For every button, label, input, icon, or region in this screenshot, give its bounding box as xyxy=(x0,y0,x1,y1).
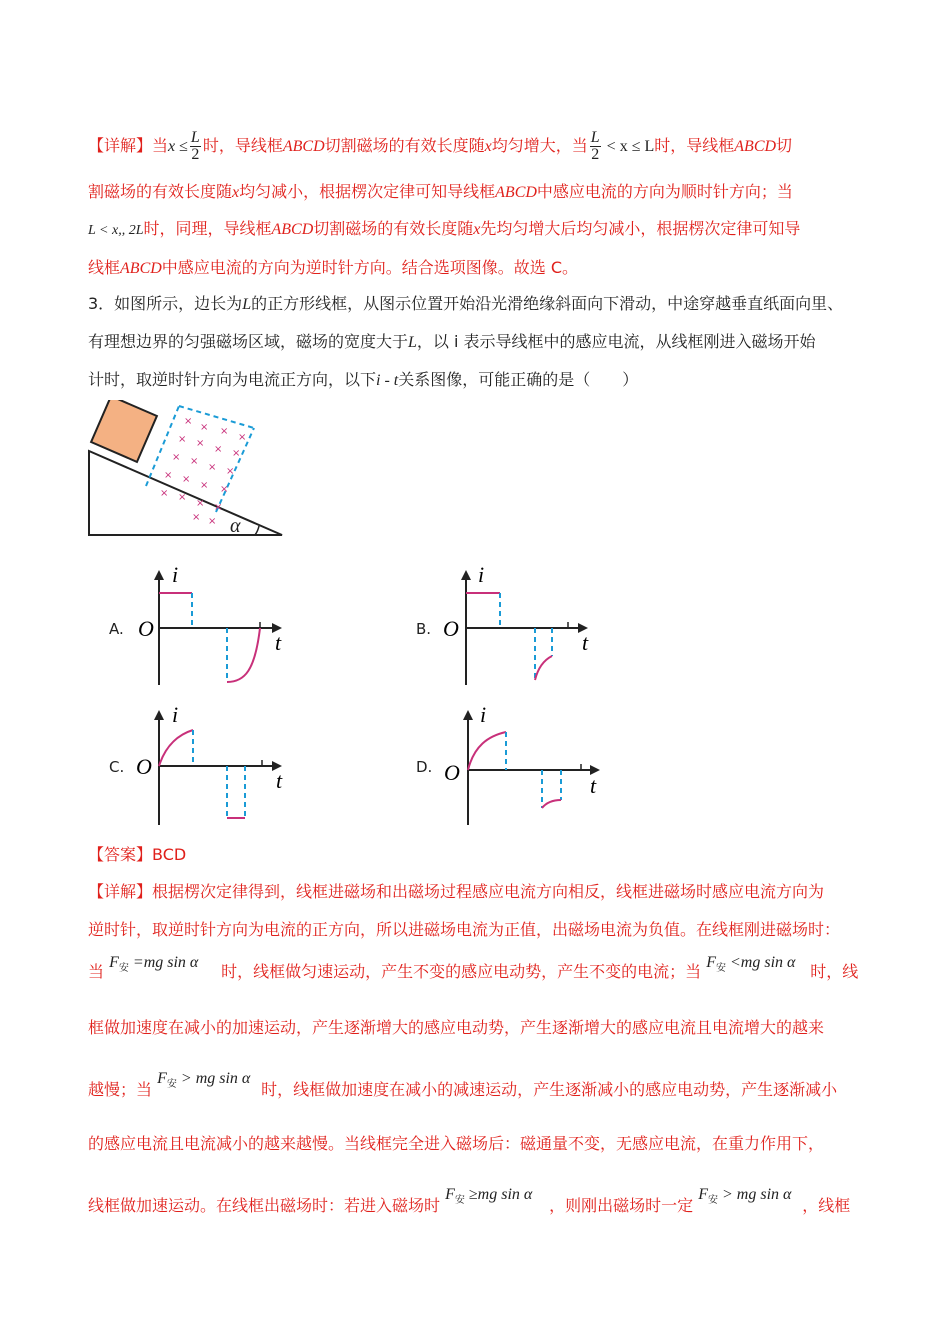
detail2-line-4: 框做加速度在减小的加速运动，产生逐渐增大的感应电动势，产生逐渐增大的感应电流且电流增大的越来 xyxy=(88,1018,825,1037)
angle-label: α xyxy=(230,515,241,537)
question-line-3: 计时，取逆时针方向为电流正方向，以下i - t关系图像，可能正确的是（ ） xyxy=(88,370,639,389)
svg-text:i: i xyxy=(478,562,485,587)
option-d-label[interactable]: D. xyxy=(416,758,433,776)
svg-text:i: i xyxy=(172,702,179,727)
fraction-L-over-2: $\frac{L}{2}$ xyxy=(190,129,200,163)
square-frame xyxy=(91,400,157,462)
field-cross-mark: × xyxy=(178,434,187,445)
field-cross-mark: × xyxy=(178,492,187,503)
detail2-line-1: 【详解】根据楞次定律得到，线框进磁场和出磁场过程感应电流方向相反，线框进磁场时感应电流方向为 xyxy=(88,882,825,901)
detail1-line-1: 【详解】当x ≤ $\frac{L}{2}$ 时，导线框ABCD切割磁场的有效长度随x均匀增大，当 $\frac{L}{2}$ < x ≤ L时，导线框ABCD切 xyxy=(88,129,793,163)
question-line-2: 有理想边界的匀强磁场区域，磁场的宽度大于L，以 i 表示导线框中的感应电流，从线框刚进入磁场开始 xyxy=(88,332,816,351)
option-b-graph[interactable] xyxy=(440,560,600,690)
field-cross-mark: × xyxy=(220,484,229,495)
answer-tag: 【答案】 xyxy=(88,845,153,864)
option-c-graph[interactable] xyxy=(130,700,290,830)
option-d-graph[interactable] xyxy=(440,700,610,830)
question-line-1: 3．如图所示，边长为L的正方形线框，从图示位置开始沿光滑绝缘斜面向下滑动，中途穿越垂直纸面向里、 xyxy=(88,294,844,313)
svg-text:t: t xyxy=(582,630,589,655)
field-cross-mark: × xyxy=(196,498,205,509)
field-cross-mark: × xyxy=(208,462,217,473)
fraction-L-over-2-b: $\frac{L}{2}$ xyxy=(590,129,600,163)
detail1-line-3: L < x,, 2L时，同理，导线框ABCD切割磁场的有效长度随x先均匀增大后均匀减小，根据楞次定律可知导 xyxy=(88,219,801,238)
magnetic-field-crosses xyxy=(160,416,246,527)
field-cross-mark: × xyxy=(226,466,235,477)
detail1-line-2: 割磁场的有效长度随x均匀减小，根据楞次定律可知导线框ABCD中感应电流的方向为顺时针方向；当 xyxy=(88,182,793,201)
svg-text:t: t xyxy=(590,773,597,798)
answer-value: BCD xyxy=(152,845,187,864)
current-exiting xyxy=(227,628,260,682)
field-cross-mark: × xyxy=(184,416,193,427)
field-cross-mark: × xyxy=(238,432,247,443)
answer-line xyxy=(88,845,186,865)
field-cross-mark: × xyxy=(172,452,181,463)
field-cross-mark: × xyxy=(220,426,229,437)
svg-text:O: O xyxy=(443,616,459,641)
field-cross-mark: × xyxy=(200,480,209,491)
field-cross-mark: × xyxy=(208,516,217,527)
detail1-line-4: 线框ABCD中感应电流的方向为逆时针方向。结合选项图像。故选 C。 xyxy=(88,258,579,277)
field-cross-mark: × xyxy=(196,438,205,449)
field-cross-mark: × xyxy=(214,502,223,513)
option-a-graph[interactable] xyxy=(130,560,290,690)
option-c-label[interactable]: C. xyxy=(109,758,125,776)
detail2-line-3: 当 $F_安 =mg$ sin α 时，线框做匀速运动，产生不变的感应电动势，产生不变的电流；当 $F_安 <mg$ sin α 时，线 xyxy=(88,954,859,981)
detail2-line-6: 的感应电流且电流减小的越来越慢。当线框完全进入磁场后：磁通量不变，无感应电流，在重力作用下， xyxy=(88,1134,825,1153)
field-cross-mark: × xyxy=(192,512,201,523)
detail2-line-5: 越慢；当 $F_安$ > mg sin α时，线框做加速度在减小的减速运动，产生逐渐减小的感应电动势，产生逐渐减小 xyxy=(88,1070,838,1099)
detail2-line-7: 线框做加速运动。在线框出磁场时：若进入磁场时 $F_安 \ge mg$ sin α，则刚出磁场时一定 $F_安$ > mg sin α，线框 xyxy=(88,1186,851,1215)
detail-tag: 【详解】 xyxy=(88,136,153,155)
t-axis-label: t xyxy=(275,630,282,655)
i-axis-label: i xyxy=(172,562,179,587)
option-b-label[interactable]: B. xyxy=(416,620,432,638)
field-cross-mark: × xyxy=(214,444,223,455)
option-a-label[interactable]: A. xyxy=(109,620,124,638)
field-cross-mark: × xyxy=(232,448,241,459)
origin-label: O xyxy=(138,616,154,641)
field-cross-mark: × xyxy=(190,456,199,467)
svg-text:O: O xyxy=(136,754,152,779)
field-cross-mark: × xyxy=(200,422,209,433)
svg-text:i: i xyxy=(480,702,487,727)
angle-arc xyxy=(255,526,259,535)
detail2-line-2: 逆时针，取逆时针方向为电流的正方向，所以进磁场电流为正值，出磁场电流为负值。在线框刚进磁场时： xyxy=(88,920,841,939)
field-cross-mark: × xyxy=(164,470,173,481)
field-cross-mark: × xyxy=(160,488,169,499)
svg-text:t: t xyxy=(276,768,283,793)
incline-figure xyxy=(80,400,300,545)
field-cross-mark: × xyxy=(182,474,191,485)
svg-text:O: O xyxy=(444,760,460,785)
